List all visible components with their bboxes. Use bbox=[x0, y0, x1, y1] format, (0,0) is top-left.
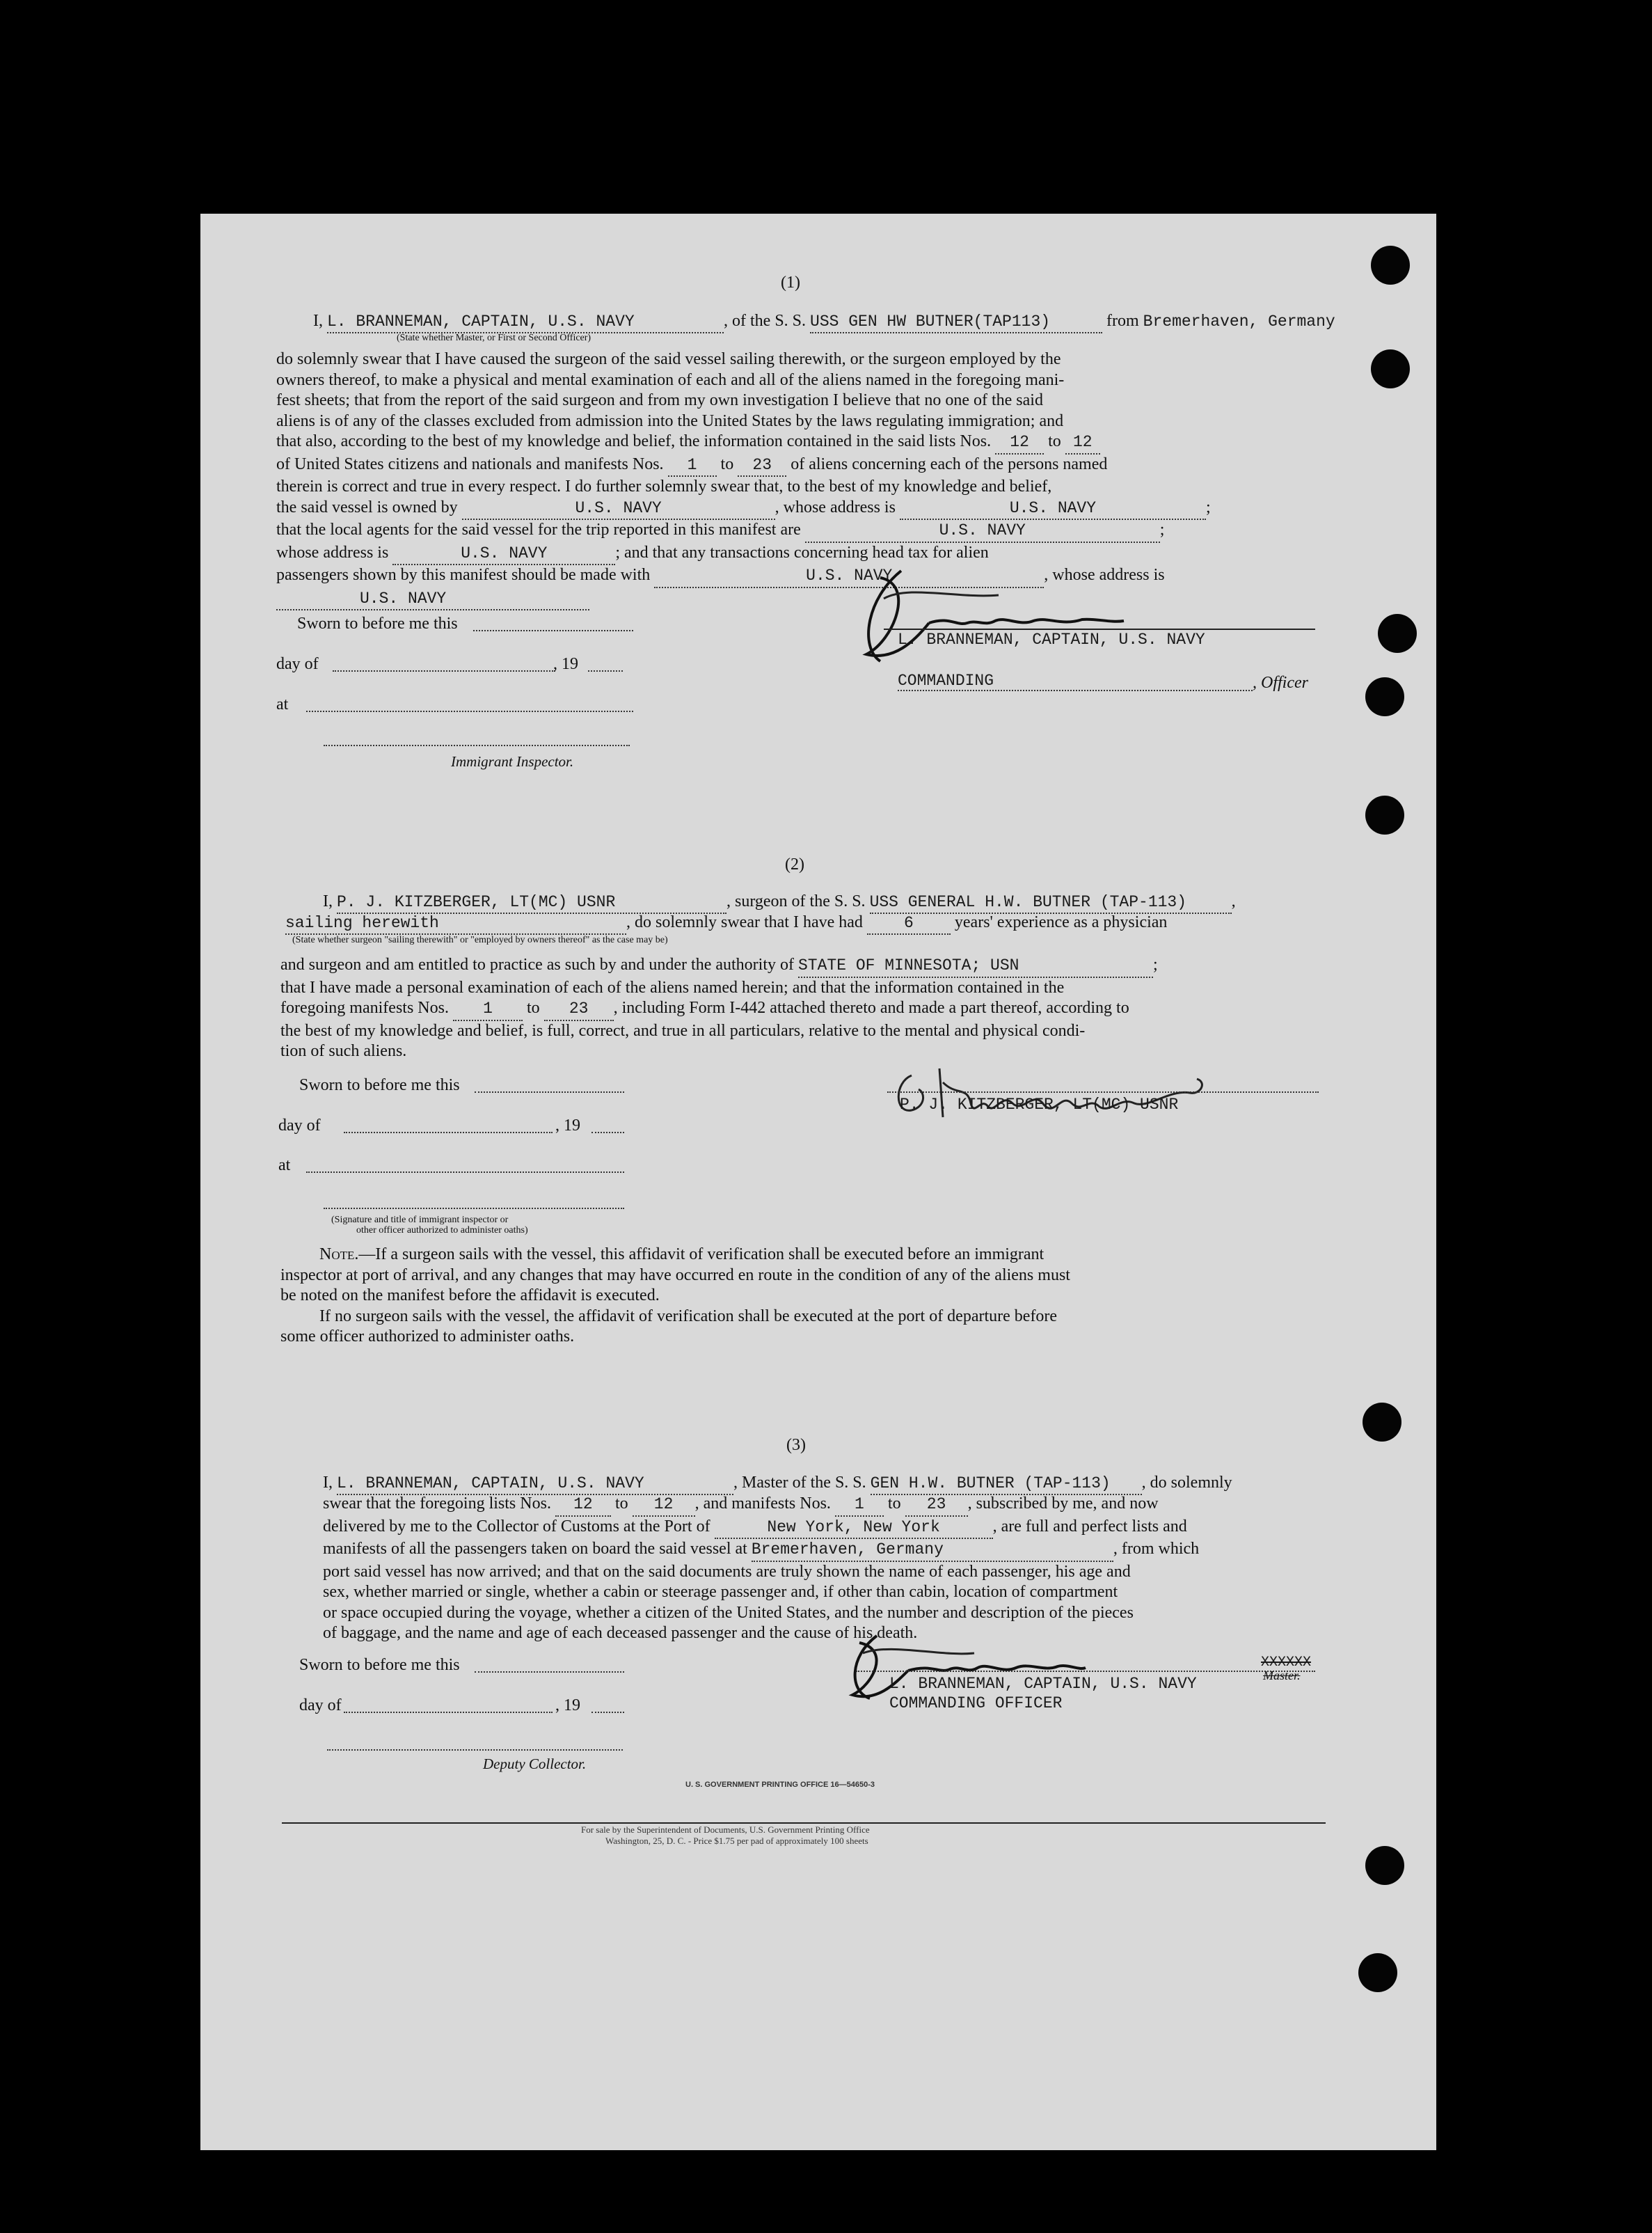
sale-notice-line: Washington, 25, D. C. - Price $1.75 per pad of approximately 100 sheets bbox=[605, 1836, 868, 1846]
pronoun: I, bbox=[313, 312, 323, 330]
oath-text-line: therein is correct and true in every respect. I do further solemnly swear that, to the best of my knowledge and belief, bbox=[276, 478, 1052, 496]
surgeon-oath-body bbox=[280, 955, 1308, 1062]
oath-text: passengers shown by this manifest should be made with bbox=[276, 566, 651, 584]
label-to: to bbox=[1048, 432, 1061, 450]
oath-text-line bbox=[323, 1494, 1318, 1517]
oath-text-line bbox=[323, 1517, 1318, 1540]
oath-text-line: tion of such aliens. bbox=[280, 1042, 407, 1060]
master-signed-title: COMMANDING OFFICER bbox=[889, 1694, 1063, 1712]
vessel-name-field: USS GEN HW BUTNER(TAP113) bbox=[810, 312, 1102, 333]
footer-rule bbox=[282, 1822, 1326, 1824]
oath-text-line: the best of my knowledge and belief, is full, correct, and true in all particulars, relative to the mental and physical condi- bbox=[280, 1021, 1086, 1040]
at-label: at bbox=[278, 1156, 291, 1174]
delivery-line-1 bbox=[323, 1473, 1232, 1495]
master-title: COMMANDING bbox=[898, 672, 1253, 691]
note-line: be noted on the manifest before the affidavit is executed. bbox=[280, 1286, 660, 1304]
authority-field: STATE OF MINNESOTA; USN bbox=[798, 956, 1153, 978]
pronoun: I, bbox=[323, 1474, 333, 1492]
sworn-label: Sworn to before me this bbox=[299, 1656, 460, 1674]
inspector-signature-line bbox=[324, 745, 630, 746]
manifest-to-field: 23 bbox=[738, 455, 786, 478]
section-number: (3) bbox=[786, 1436, 806, 1454]
officer-label: , Officer bbox=[1253, 674, 1308, 692]
years-experience-field: 6 bbox=[867, 913, 951, 935]
manifest-from-field: 1 bbox=[453, 999, 523, 1021]
surgeon-name-field: P. J. KITZBERGER, LT(MC) USNR bbox=[337, 892, 726, 914]
field-caption: (State whether surgeon "sailing therewith" or "employed by owners thereof" as the case may be) bbox=[292, 935, 668, 945]
manifest-to-field: 23 bbox=[905, 1494, 968, 1517]
collector-caption: Deputy Collector. bbox=[483, 1755, 587, 1772]
arrival-port-field: New York, New York bbox=[715, 1517, 993, 1540]
oath-text: foregoing manifests Nos. bbox=[280, 999, 449, 1017]
oath-text: ; and that any transactions concerning head tax for alien bbox=[615, 543, 989, 562]
oath-text: , whose address is bbox=[775, 498, 896, 516]
oath-text-line: port said vessel has now arrived; and that on the said documents are truly shown the name of each passenger, his age and bbox=[323, 1562, 1131, 1581]
oath-text: that also, according to the best of my knowledge and belief, the information contained in the said lists Nos. bbox=[276, 432, 992, 450]
oath-text: , do solemnly swear that I have had bbox=[626, 913, 863, 931]
day-label: day of bbox=[278, 1116, 321, 1135]
oath-text: , from which bbox=[1113, 1540, 1200, 1558]
oath-text: , and manifests Nos. bbox=[694, 1494, 831, 1513]
oath-text: swear that the foregoing lists Nos. bbox=[323, 1494, 551, 1513]
master-signed-name: L. BRANNEMAN, CAPTAIN, U.S. NAVY bbox=[889, 1675, 1197, 1693]
year-label: , 19 bbox=[555, 1116, 580, 1135]
note-line bbox=[280, 1245, 1308, 1265]
day-label: day of bbox=[276, 655, 319, 673]
oath-text: , whose address is bbox=[1044, 566, 1165, 584]
day-blank bbox=[344, 1132, 553, 1133]
at-blank bbox=[306, 1171, 624, 1173]
oath-text: , are full and perfect lists and bbox=[992, 1517, 1187, 1536]
oath-text-line bbox=[276, 455, 1303, 478]
punch-hole bbox=[1363, 1403, 1401, 1442]
oath-text: years' experience as a physician bbox=[954, 913, 1168, 931]
oath-text-line bbox=[276, 543, 1303, 566]
master-signed-name: L. BRANNEMAN, CAPTAIN, U.S. NAVY bbox=[898, 631, 1205, 649]
punch-hole bbox=[1371, 349, 1410, 388]
oath-text-line: sex, whether married or single, whether a cabin or steerage passenger and, if other than cabin, location of compartment bbox=[323, 1583, 1118, 1601]
delivery-body bbox=[323, 1494, 1318, 1644]
oath-text: , including Form I-442 attached thereto and made a part thereof, according to bbox=[613, 999, 1129, 1017]
year-blank bbox=[588, 670, 623, 672]
note-line: If no surgeon sails with the vessel, the affidavit of verification shall be executed at the port of departure before bbox=[319, 1307, 1058, 1325]
oath-text-line bbox=[276, 432, 1303, 455]
pronoun: I, bbox=[323, 892, 333, 910]
manifest-from-field: 1 bbox=[835, 1494, 884, 1517]
oath-text-line: fest sheets; that from the report of the said surgeon and from my own investigation I believe that no one of the said bbox=[276, 391, 1043, 409]
surgeon-line-1: I, P. J. KITZBERGER, LT(MC) USNR , surgeon of the S. S. USS GENERAL H.W. BUTNER (TAP-113) , bbox=[323, 892, 1236, 914]
punch-hole bbox=[1378, 614, 1417, 653]
surgeon-vessel-field: USS GENERAL H.W. BUTNER (TAP-113) bbox=[870, 892, 1232, 914]
oath-text-line: of baggage, and the name and age of each deceased passenger and the cause of his death. bbox=[323, 1624, 918, 1642]
master-crossed-out: XXXXXX bbox=[1261, 1655, 1312, 1671]
section-number: (1) bbox=[781, 274, 800, 292]
oath-text-line: the said vessel is owned by U.S. NAVY , whose address is U.S. NAVY ; bbox=[276, 498, 1303, 521]
punch-hole bbox=[1365, 1846, 1404, 1885]
oath-text-line: that I have made a personal examination of each of the aliens named herein; and that the information contained in the bbox=[280, 978, 1065, 997]
oath-text: whose address is bbox=[276, 543, 389, 562]
year-label: , 19 bbox=[555, 1696, 580, 1714]
label-to: to bbox=[720, 455, 734, 473]
punch-hole bbox=[1371, 246, 1410, 285]
oath-text-line: aliens is of any of the classes excluded from admission into the United States by the laws regulating immigration; and bbox=[276, 411, 1064, 430]
sworn-blank bbox=[475, 1091, 624, 1093]
oath-text-line: or space occupied during the voyage, whether a citizen of the United States, and the number and description of the pieces bbox=[323, 1603, 1134, 1622]
oath-text: manifests of all the passengers taken on board the said vessel at bbox=[323, 1540, 747, 1558]
note-line: inspector at port of arrival, and any changes that may have occurred en route in the condition of any of the aliens must bbox=[280, 1265, 1070, 1284]
lists-from-field: 12 bbox=[995, 432, 1044, 455]
agents-field: U.S. NAVY bbox=[805, 521, 1160, 543]
manifest-to-field: 23 bbox=[544, 999, 614, 1021]
oath-text: , do solemnly bbox=[1141, 1474, 1232, 1492]
sworn-label: Sworn to before me this bbox=[297, 615, 458, 633]
year-blank bbox=[591, 1132, 624, 1133]
section-number: (2) bbox=[785, 855, 804, 874]
tax-agent-address-field: U.S. NAVY bbox=[276, 589, 589, 611]
master-signature bbox=[852, 557, 1138, 668]
day-label: day of bbox=[299, 1696, 342, 1714]
note-line: some officer authorized to administer oaths. bbox=[280, 1327, 575, 1346]
vessel-name-field: GEN H.W. BUTNER (TAP-113) bbox=[871, 1474, 1142, 1495]
label-to: to bbox=[887, 1494, 901, 1513]
signature-caption: (Signature and title of immigrant inspector or bbox=[331, 1215, 509, 1225]
oath-text-line: owners thereof, to make a physical and mental examination of each and all of the aliens named in the foregoing mani- bbox=[276, 370, 1065, 389]
sailing-status-field: sailing herewith bbox=[285, 913, 626, 935]
label-to: to bbox=[614, 1494, 628, 1513]
field-caption: (State whether Master, or First or Second Officer) bbox=[397, 333, 591, 343]
oath-text-line: that the local agents for the said vessel for the trip reported in this manifest are U.S. NAVY ; bbox=[276, 520, 1303, 543]
oath-text: , subscribed by me, and now bbox=[967, 1494, 1159, 1513]
master-signature-line bbox=[884, 629, 1315, 630]
year-label: , 19 bbox=[553, 655, 578, 673]
oath-text: and surgeon and am entitled to practice as such by and under the authority of bbox=[280, 956, 794, 974]
label-master-of: , Master of the S. S. bbox=[733, 1474, 866, 1492]
sworn-blank bbox=[475, 1671, 624, 1673]
label-surgeon-of: , surgeon of the S. S. bbox=[726, 892, 866, 910]
day-blank bbox=[344, 1712, 553, 1713]
day-blank bbox=[333, 670, 555, 672]
master-name-field: L. BRANNEMAN, CAPTAIN, U.S. NAVY bbox=[337, 1474, 733, 1495]
note-block bbox=[280, 1245, 1308, 1348]
collector-signature-line bbox=[327, 1749, 623, 1751]
master-name-field: L. BRANNEMAN, CAPTAIN, U.S. NAVY bbox=[327, 312, 724, 333]
lists-to-field: 12 bbox=[1065, 432, 1100, 455]
sworn-blank bbox=[473, 630, 633, 631]
oath-text-line bbox=[276, 588, 1303, 611]
note-text: —If a surgeon sails with the vessel, this affidavit of verification shall be executed before an immigrant bbox=[358, 1245, 1045, 1263]
owner-address-field: U.S. NAVY bbox=[900, 498, 1206, 521]
sworn-label: Sworn to before me this bbox=[299, 1076, 460, 1094]
oath-text-line bbox=[323, 1539, 1318, 1562]
master-signature-line bbox=[856, 1671, 1315, 1672]
at-label: at bbox=[276, 695, 289, 713]
owner-field: U.S. NAVY bbox=[462, 498, 775, 521]
oath-text: the said vessel is owned by bbox=[276, 498, 458, 516]
departure-port-field: Bremerhaven, Germany bbox=[1143, 313, 1335, 331]
departure-port-field: Bremerhaven, Germany bbox=[752, 1540, 1113, 1562]
oath-line-1 bbox=[313, 311, 1335, 333]
punch-hole bbox=[1358, 1953, 1397, 1992]
surgeon-line-2 bbox=[285, 913, 1167, 935]
note-label: Note. bbox=[319, 1245, 359, 1263]
oath-text: of aliens concerning each of the persons named bbox=[791, 455, 1108, 473]
oath-text-line: and surgeon and am entitled to practice as such by and under the authority of STATE OF MINNESOTA; USN ; bbox=[280, 955, 1308, 978]
label-from: from bbox=[1106, 312, 1139, 330]
year-blank bbox=[591, 1712, 624, 1713]
sale-notice-line: For sale by the Superintendent of Documents, U.S. Government Printing Office bbox=[581, 1824, 870, 1835]
punch-hole bbox=[1365, 677, 1404, 716]
inspector-caption: Immigrant Inspector. bbox=[451, 753, 574, 770]
oath-text-line bbox=[280, 998, 1308, 1021]
oath-text: of United States citizens and nationals and manifests Nos. bbox=[276, 455, 664, 473]
punch-hole bbox=[1365, 796, 1404, 835]
label-to: to bbox=[526, 999, 540, 1017]
gpo-imprint: U. S. GOVERNMENT PRINTING OFFICE 16—54650-3 bbox=[685, 1781, 875, 1789]
oath-text-line: do solemnly swear that I have caused the surgeon of the said vessel sailing therewith, or the surgeon employed by the bbox=[276, 350, 1061, 368]
signature-caption: other officer authorized to administer oaths) bbox=[356, 1225, 528, 1236]
oath-text: that the local agents for the said vessel for the trip reported in this manifest are bbox=[276, 521, 801, 539]
agents-address-field: U.S. NAVY bbox=[392, 544, 615, 566]
surgeon-signature bbox=[891, 1055, 1218, 1131]
lists-to-field: 12 bbox=[633, 1494, 695, 1517]
tax-agent-field: U.S. NAVY bbox=[654, 566, 1044, 588]
label-of-ss: , of the S. S. bbox=[724, 312, 807, 330]
lists-from-field: 12 bbox=[555, 1494, 611, 1517]
surgeon-signed-name: P. J. KITZBERGER, LT(MC) USNR bbox=[900, 1096, 1179, 1114]
oath-body bbox=[276, 349, 1303, 610]
oath-text: delivered by me to the Collector of Customs at the Port of bbox=[323, 1517, 710, 1536]
at-blank bbox=[306, 711, 633, 712]
master-label: Master. bbox=[1263, 1668, 1301, 1682]
inspector-signature-line bbox=[324, 1208, 624, 1209]
manifest-from-field: 1 bbox=[668, 455, 717, 478]
oath-text-line bbox=[276, 565, 1303, 588]
surgeon-signature-line bbox=[887, 1091, 1319, 1093]
